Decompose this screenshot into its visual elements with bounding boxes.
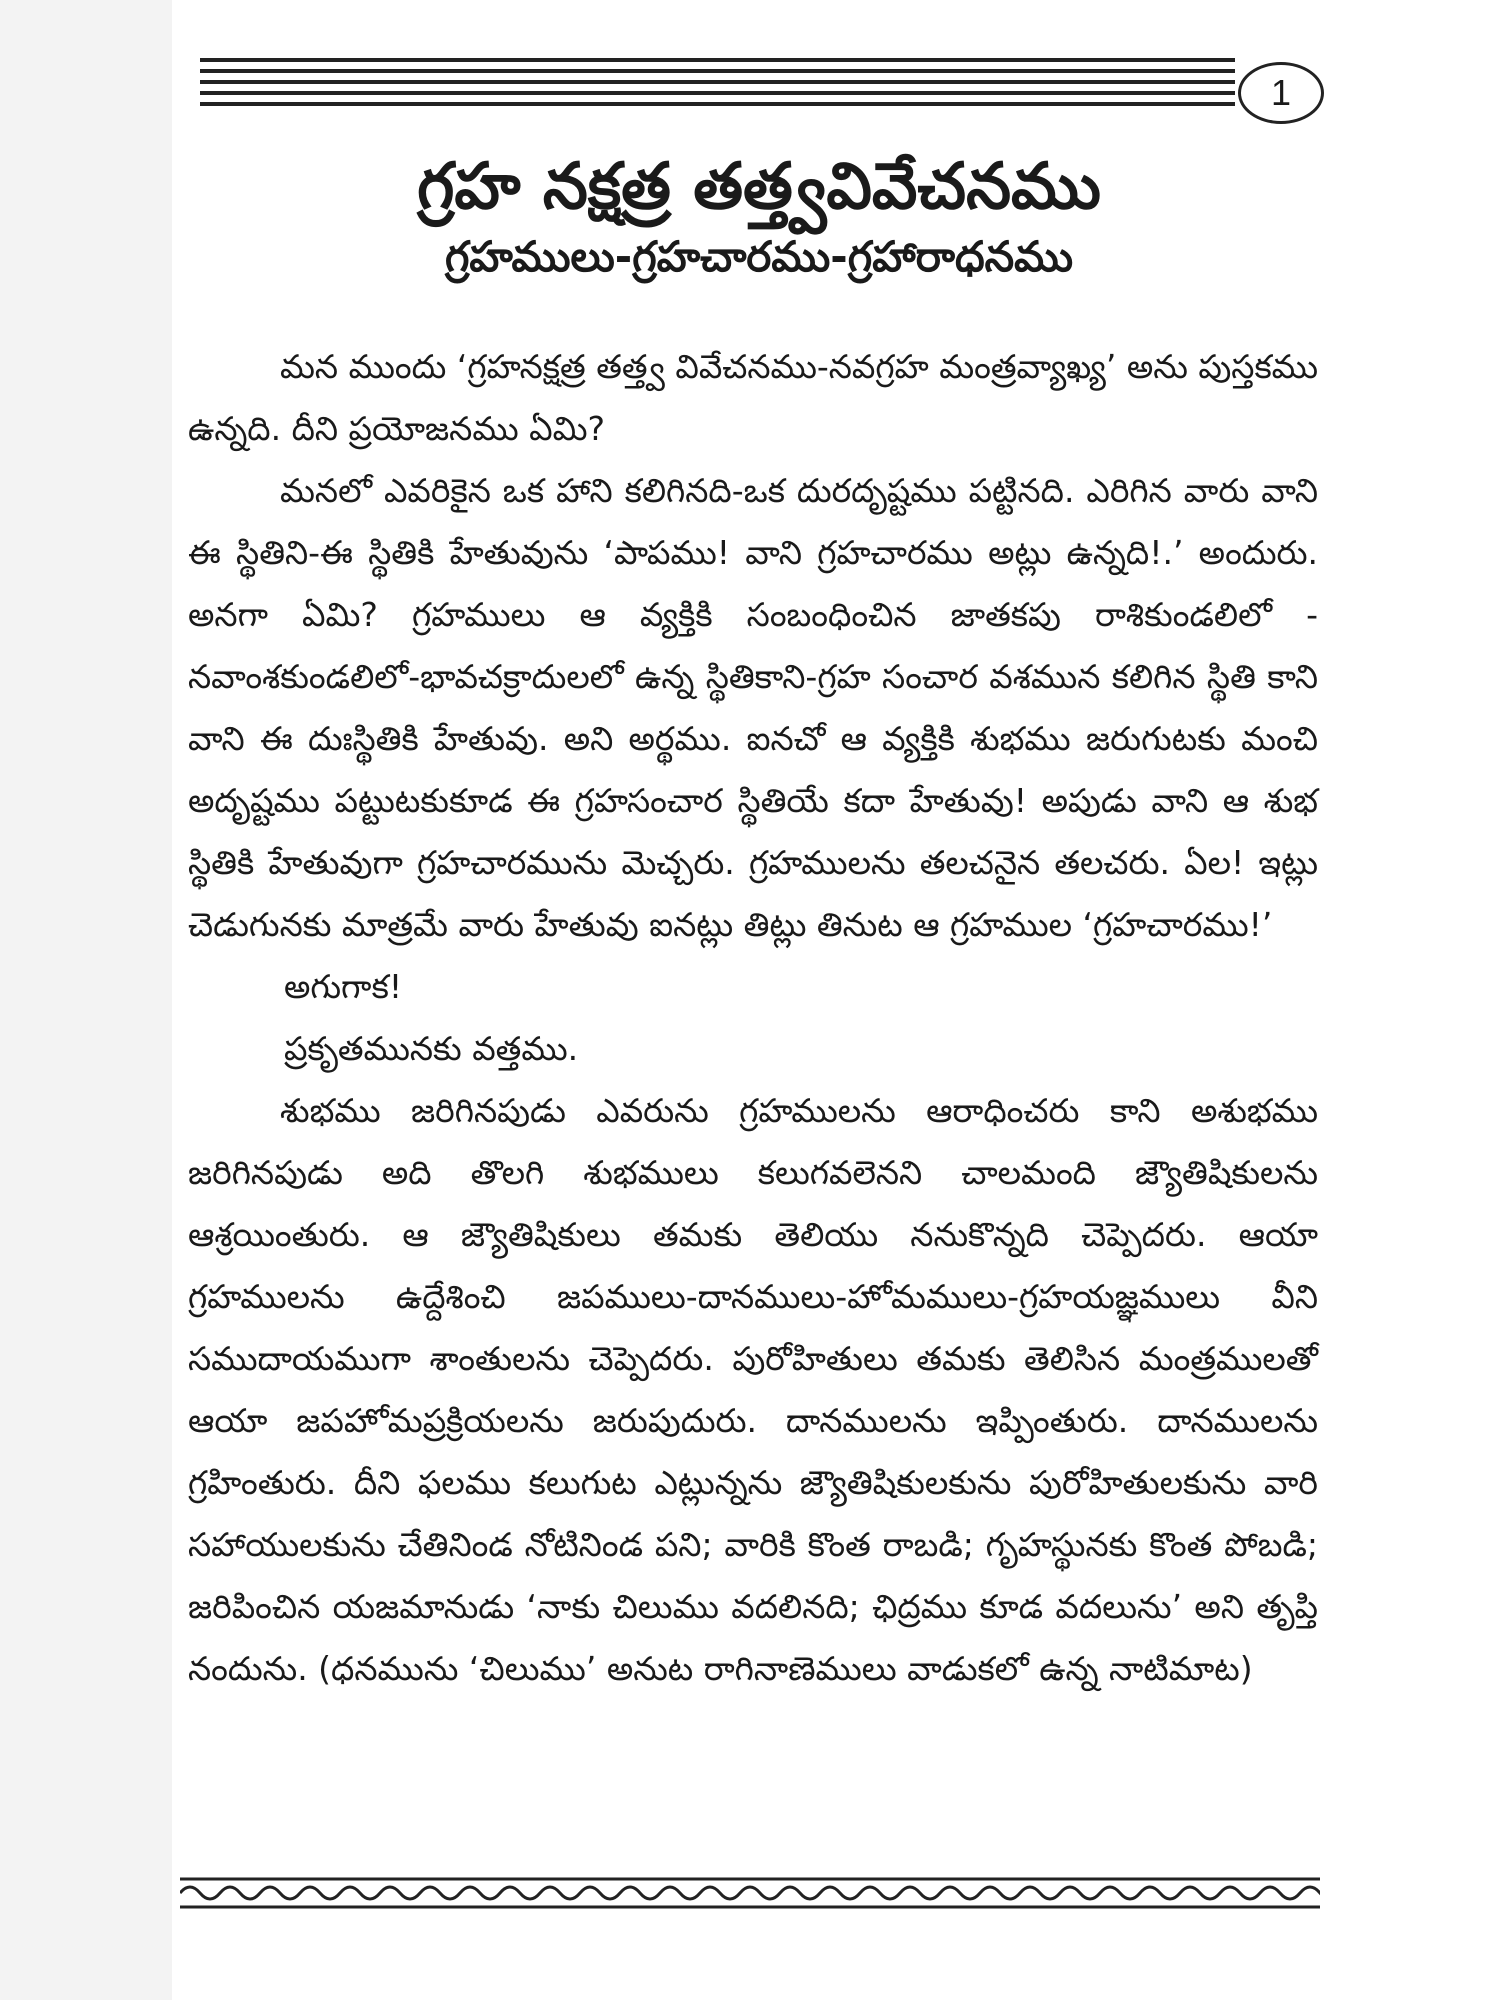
- footer-ornament-border: [180, 1876, 1320, 1910]
- paragraph-3: అగుగాక!: [284, 967, 403, 1006]
- scan-left-margin: [0, 0, 172, 2000]
- paragraph-1: మన ముందు ‘గ్రహనక్షత్ర తత్త్వ వివేచనము-నవగ్రహ మంత్రవ్యాఖ్య’ అను పుస్తకము ఉన్నది. దీని ప్రయోజనము ఏమి?: [188, 347, 1319, 448]
- paragraph-2: మనలో ఎవరికైన ఒక హాని కలిగినది-ఒక దురదృష్టము పట్టినది. ఎరిగిన వారు వాని ఈ స్థితిని-ఈ స్థితికి హేతువును ‘పాపము! వాని గ్రహచారము అట్లు ఉన్నది!.’ అందురు. అనగా ఏమి? గ్రహములు ఆ వ్యక్తికి సంబంధించిన జాతకపు రాశికుండలిలో - నవాంశకుండలిలో-భావచక్రాదులలో ఉన్న స్థితికాని-గ్రహ సంచార వశమున కలిగిన స్థితి కాని వాని ఈ దుఃస్థితికి హేతువు. అని అర్థము. ఐనచో ఆ వ్యక్తికి శుభము జరుగుటకు మంచి అదృష్టము పట్టుటకుకూడ ఈ గ్రహసంచార స్థితియే కదా హేతువు! అపుడు వాని ఆ శుభ స్థితికి హేతువుగా గ్రహచారమును మెచ్చరు. గ్రహములను తలచనైన తలచరు. ఏల! ఇట్లు చెడుగునకు మాత్రమే వారు హేతువు ఐనట్లు తిట్లు తినుట ఆ గ్రహముల ‘గ్రహచారము!’: [188, 471, 1318, 944]
- page-number: 1: [1238, 62, 1324, 124]
- chapter-subtitle: గ్రహములు-గ్రహచారము-గ్రహారాధనము: [444, 232, 1074, 281]
- header-rule-lines: [200, 58, 1235, 118]
- body-text: [188, 336, 1318, 1700]
- chapter-title: గ్రహ నక్షత్ర తత్త్వవివేచనము: [417, 150, 1101, 224]
- paragraph-4: ప్రకృతమునకు వత్తము.: [284, 1029, 579, 1068]
- paragraph-5: శుభము జరిగినపుడు ఎవరును గ్రహములను ఆరాధించరు కాని అశుభము జరిగినపుడు అది తొలగి శుభములు కలుగవలెనని చాలమంది జ్యౌతిషికులను ఆశ్రయింతురు. ఆ జ్యౌతిషికులు తమకు తెలియు ననుకొన్నది చెప్పెదరు. ఆయా గ్రహములను ఉద్దేశించి జపములు-దానములు-హోమములు-గ్రహయజ్ఞములు వీని సముదాయముగా శాంతులను చెప్పెదరు. పురోహితులు తమకు తెలిసిన మంత్రములతో ఆయా జపహోమప్రక్రియలను జరుపుదురు. దానములను ఇప్పింతురు. దానములను గ్రహింతురు. దీని ఫలము కలుగుట ఎట్లున్నను జ్యౌతిషికులకును పురోహితులకును వారి సహాయులకును చేతినిండ నోటినిండ పని; వారికి కొంత రాబడి; గృహస్థునకు కొంత పోబడి; జరిపించిన యజమానుడు ‘నాకు చిలుము వదలినది; ఛిద్రము కూడ వదలును’ అని తృప్తి నందును. (ధనమును ‘చిలుము’ అనుట రాగినాణెములు వాడుకలో ఉన్న నాటిమాట): [188, 1091, 1318, 1688]
